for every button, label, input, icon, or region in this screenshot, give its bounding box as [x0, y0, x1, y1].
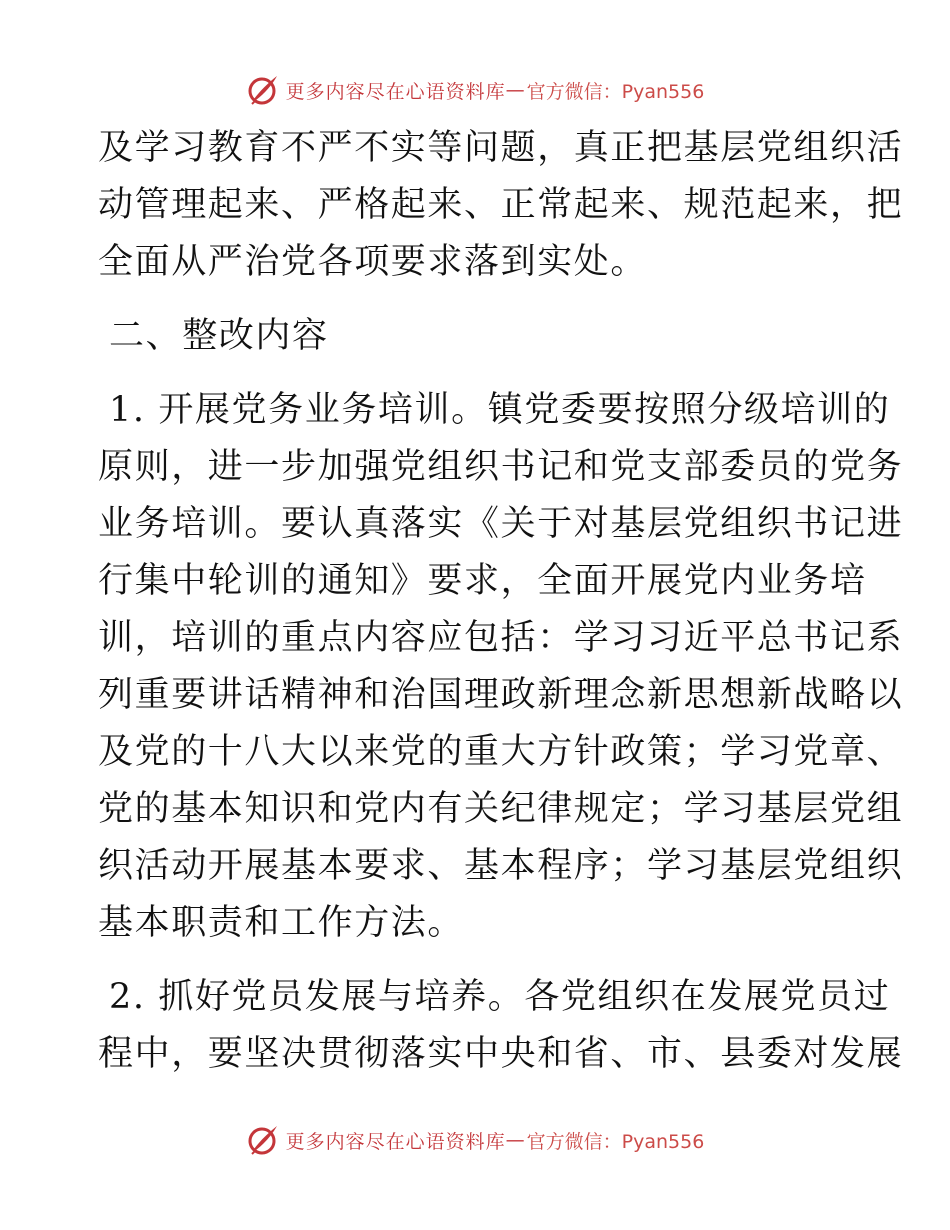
banner-wechat: 官方微信：Pyan556 [526, 1130, 705, 1153]
text-line: 程中，要坚决贯彻落实中央和省、市、县委对发展 [98, 1034, 904, 1074]
text-line: 织活动开展基本要求、基本程序；学习基层党组织 [98, 846, 904, 886]
document-body [98, 120, 904, 1083]
paragraph-item-2 [98, 969, 904, 1083]
text-line: 行集中轮训的通知》要求，全面开展党内业务培 [98, 561, 867, 601]
text-line: 2. 抓好党员发展与培养。各党组织在发展党员过 [109, 977, 891, 1017]
quill-pen-circle-icon [246, 73, 280, 107]
text-line: 训，培训的重点内容应包括：学习习近平总书记系 [98, 618, 904, 658]
header-banner [0, 70, 950, 110]
banner-wechat: 官方微信：Pyan556 [526, 80, 705, 103]
footer-banner [0, 1120, 950, 1160]
text-line: 列重要讲话精神和治国理政新理念新思想新战略以 [98, 675, 904, 715]
paragraph-continuation [98, 120, 904, 291]
text-line: 业务培训。要认真落实《关于对基层党组织书记进 [98, 504, 904, 544]
section-heading [98, 308, 858, 365]
banner-dash: — [505, 79, 525, 101]
text-line: 党的基本知识和党内有关纪律规定；学习基层党组 [98, 789, 904, 829]
banner-main-text: 更多内容尽在心语资料库 [285, 1130, 506, 1153]
text-line: 动管理起来、严格起来、正常起来、规范起来，把 [98, 185, 904, 225]
text-line: 全面从严治党各项要求落到实处。 [98, 242, 648, 282]
text-line: 基本职责和工作方法。 [98, 903, 465, 943]
text-line: 1. 开展党务业务培训。镇党委要按照分级培训的 [109, 390, 891, 430]
text-line: 及党的十八大以来党的重大方针政策；学习党章、 [98, 732, 904, 772]
heading-text: 二、整改内容 [109, 316, 329, 356]
text-line: 原则，进一步加强党组织书记和党支部委员的党务 [98, 447, 904, 487]
paragraph-item-1 [98, 382, 904, 952]
text-line: 及学习教育不严不实等问题，真正把基层党组织活 [98, 128, 904, 168]
quill-pen-circle-icon [246, 1123, 280, 1157]
banner-main-text: 更多内容尽在心语资料库 [285, 80, 506, 103]
banner-dash: — [505, 1129, 525, 1151]
